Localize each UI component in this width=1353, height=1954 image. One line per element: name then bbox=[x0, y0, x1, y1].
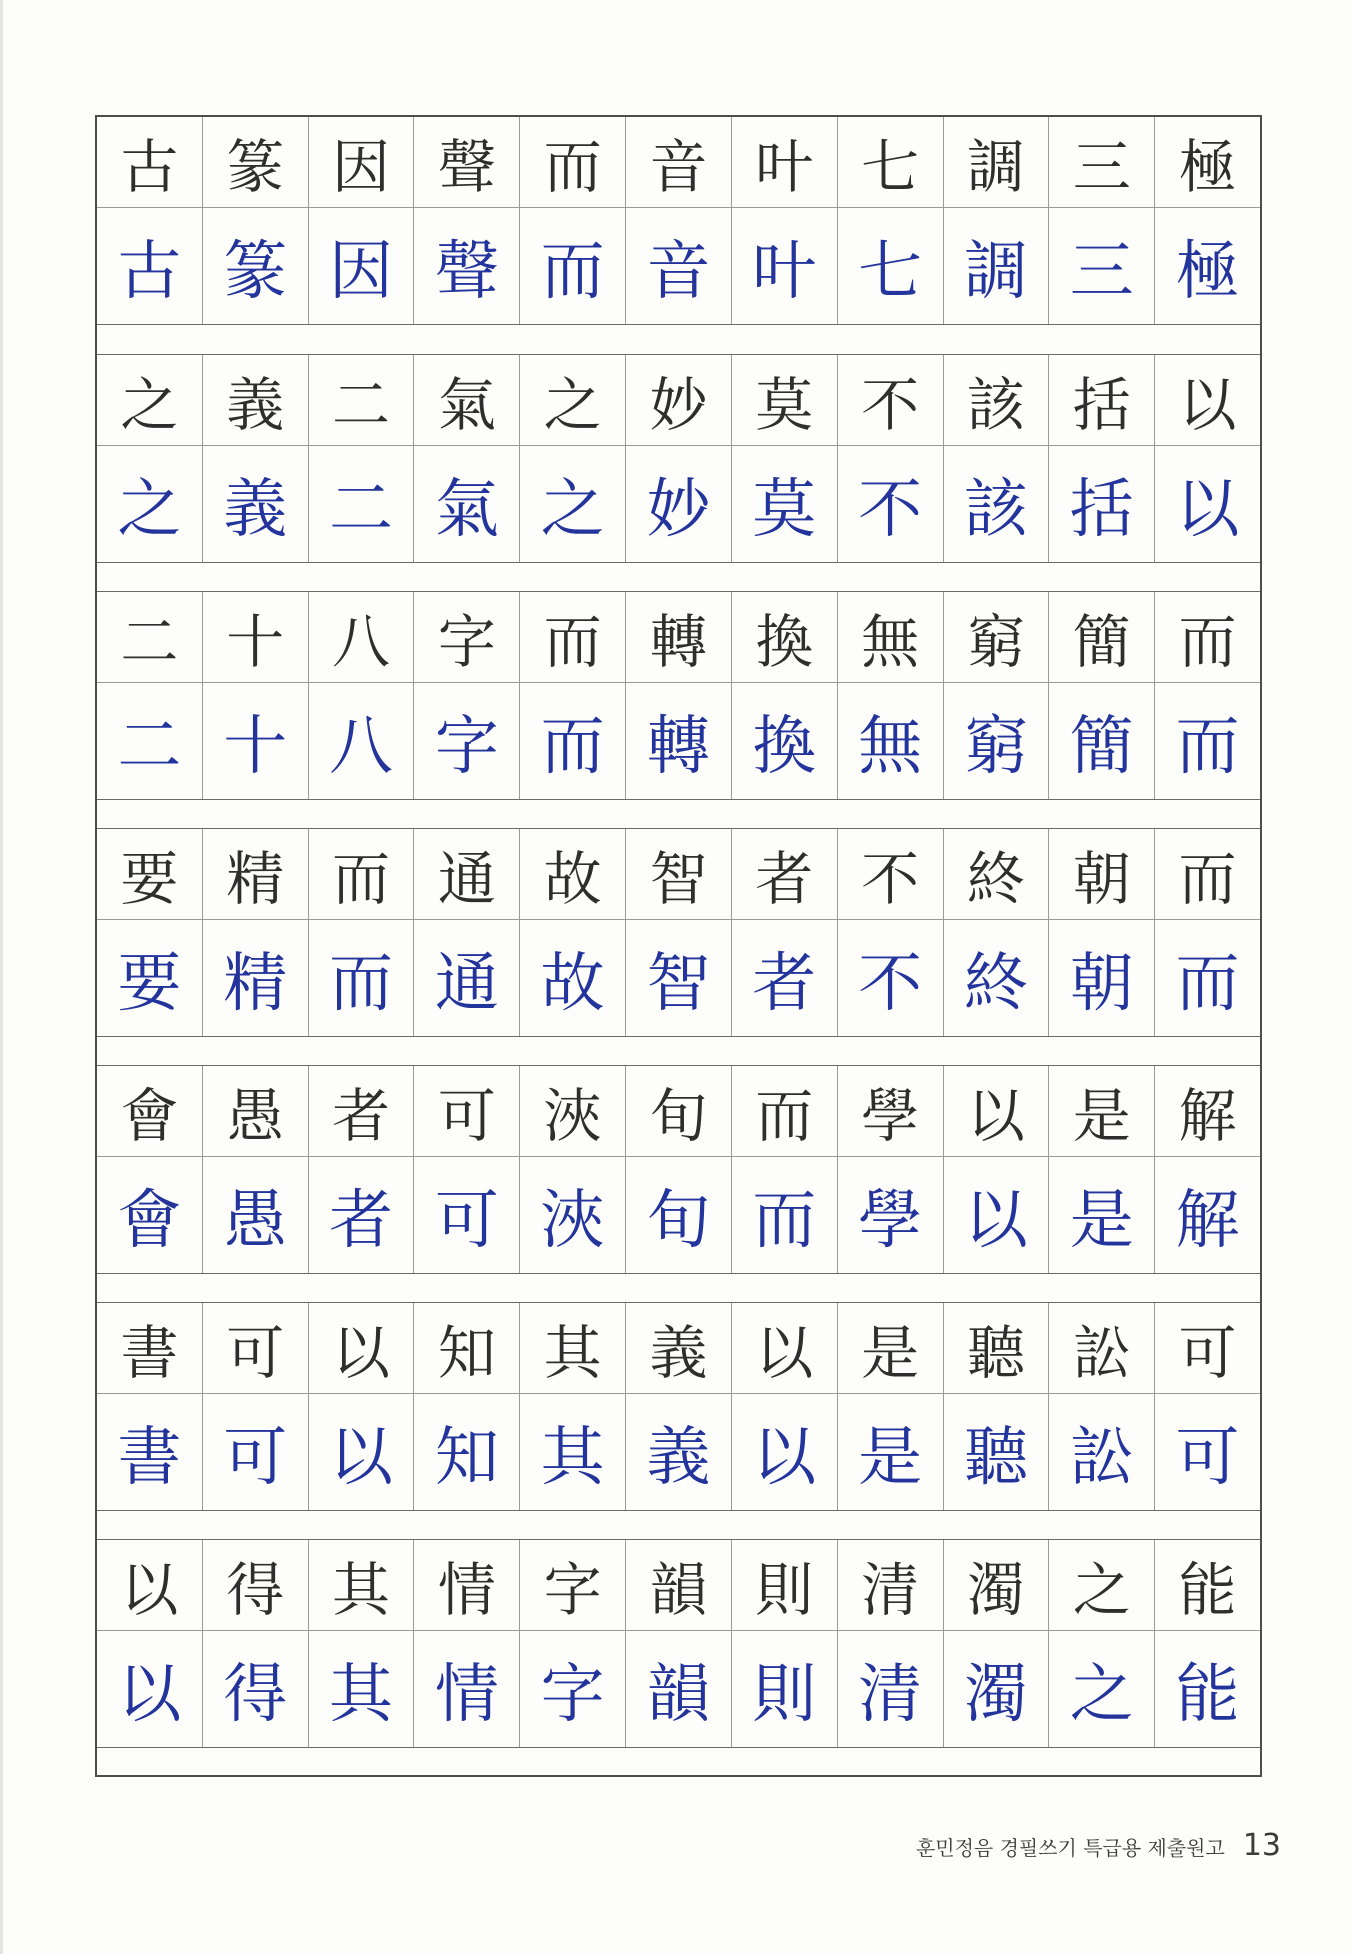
practice-block bbox=[97, 1539, 1260, 1776]
printed-character: 浹 bbox=[519, 1066, 625, 1156]
handwritten-character: 聲 bbox=[413, 207, 519, 324]
printed-character: 濁 bbox=[943, 1540, 1049, 1630]
handwritten-character: 妙 bbox=[625, 445, 731, 562]
printed-character: 知 bbox=[413, 1303, 519, 1393]
handwritten-character: 簡 bbox=[1048, 682, 1154, 799]
handwritten-character: 是 bbox=[1048, 1156, 1154, 1273]
handwritten-character: 書 bbox=[117, 1420, 182, 1495]
printed-character: 音 bbox=[625, 117, 731, 207]
printed-row bbox=[97, 592, 1260, 683]
printed-character: 以 bbox=[943, 1066, 1049, 1156]
printed-character: 古 bbox=[120, 133, 179, 201]
printed-character: 清 bbox=[837, 1540, 943, 1630]
handwritten-character: 精 bbox=[202, 919, 308, 1036]
handwritten-character: 而 bbox=[519, 207, 625, 324]
handwritten-character: 三 bbox=[1048, 207, 1154, 324]
printed-character: 二 bbox=[120, 608, 179, 676]
practice-block bbox=[97, 1302, 1260, 1539]
printed-character: 解 bbox=[1154, 1066, 1260, 1156]
printed-row bbox=[97, 829, 1260, 920]
handwritten-character: 其 bbox=[519, 1393, 625, 1510]
printed-character: 極 bbox=[1154, 117, 1260, 207]
printed-character: 者 bbox=[308, 1066, 414, 1156]
printed-character: 而 bbox=[519, 117, 625, 207]
handwritten-character: 換 bbox=[731, 682, 837, 799]
handwritten-character: 故 bbox=[519, 919, 625, 1036]
printed-character: 氣 bbox=[413, 355, 519, 445]
printed-character: 不 bbox=[837, 829, 943, 919]
printed-character: 以 bbox=[731, 1303, 837, 1393]
printed-character: 得 bbox=[202, 1540, 308, 1630]
handwritten-character: 清 bbox=[837, 1630, 943, 1747]
printed-character: 可 bbox=[413, 1066, 519, 1156]
handwritten-character: 義 bbox=[625, 1393, 731, 1510]
handwritten-character: 朝 bbox=[1048, 919, 1154, 1036]
printed-character: 會 bbox=[120, 1082, 179, 1150]
printed-character: 轉 bbox=[625, 592, 731, 682]
printed-character: 八 bbox=[308, 592, 414, 682]
handwritten-character: 調 bbox=[943, 207, 1049, 324]
handwritten-character: 智 bbox=[625, 919, 731, 1036]
handwritten-character: 二 bbox=[117, 709, 182, 784]
handwritten-character: 而 bbox=[1154, 919, 1260, 1036]
printed-row bbox=[97, 1540, 1260, 1631]
practice-block bbox=[97, 828, 1260, 1065]
handwritten-character: 之 bbox=[519, 445, 625, 562]
printed-character: 括 bbox=[1048, 355, 1154, 445]
handwritten-character: 古 bbox=[117, 234, 182, 309]
handwritten-character: 解 bbox=[1154, 1156, 1260, 1273]
page-footer bbox=[916, 1828, 1281, 1863]
handwritten-character: 要 bbox=[117, 946, 182, 1021]
printed-character: 以 bbox=[308, 1303, 414, 1393]
handwritten-character: 不 bbox=[837, 919, 943, 1036]
printed-row bbox=[97, 1066, 1260, 1157]
handwritten-character: 通 bbox=[413, 919, 519, 1036]
printed-character: 則 bbox=[731, 1540, 837, 1630]
printed-character: 莫 bbox=[731, 355, 837, 445]
handwritten-character: 可 bbox=[202, 1393, 308, 1510]
printed-character: 義 bbox=[202, 355, 308, 445]
printed-character: 因 bbox=[308, 117, 414, 207]
footer-title: 훈민정음 경필쓰기 특급용 제출원고 bbox=[915, 1836, 1225, 1860]
handwritten-character: 是 bbox=[837, 1393, 943, 1510]
printed-character: 能 bbox=[1154, 1540, 1260, 1630]
handwritten-character: 七 bbox=[837, 207, 943, 324]
printed-row bbox=[97, 117, 1260, 208]
handwritten-character: 義 bbox=[202, 445, 308, 562]
printed-character: 是 bbox=[837, 1303, 943, 1393]
handwritten-character: 能 bbox=[1154, 1630, 1260, 1747]
handwritten-character: 而 bbox=[519, 682, 625, 799]
handwritten-character: 者 bbox=[308, 1156, 414, 1273]
practice-block bbox=[97, 354, 1260, 591]
printed-character: 以 bbox=[120, 1556, 179, 1624]
printed-character: 智 bbox=[625, 829, 731, 919]
handwritten-character: 終 bbox=[943, 919, 1049, 1036]
printed-character: 篆 bbox=[202, 117, 308, 207]
handwritten-character: 以 bbox=[731, 1393, 837, 1510]
handwritten-row bbox=[97, 445, 1260, 563]
printed-character: 情 bbox=[413, 1540, 519, 1630]
printed-character: 三 bbox=[1048, 117, 1154, 207]
page-edge bbox=[0, 0, 3, 1954]
printed-character: 故 bbox=[519, 829, 625, 919]
printed-character: 可 bbox=[1154, 1303, 1260, 1393]
handwritten-character: 旬 bbox=[625, 1156, 731, 1273]
handwritten-character: 以 bbox=[117, 1657, 182, 1732]
handwritten-character: 轉 bbox=[625, 682, 731, 799]
printed-character: 朝 bbox=[1048, 829, 1154, 919]
handwritten-character: 二 bbox=[308, 445, 414, 562]
handwritten-character: 該 bbox=[943, 445, 1049, 562]
printed-character: 而 bbox=[519, 592, 625, 682]
printed-character: 而 bbox=[308, 829, 414, 919]
printed-character: 之 bbox=[519, 355, 625, 445]
handwritten-character: 知 bbox=[413, 1393, 519, 1510]
printed-character: 義 bbox=[625, 1303, 731, 1393]
printed-character: 學 bbox=[837, 1066, 943, 1156]
handwritten-character: 字 bbox=[519, 1630, 625, 1747]
handwritten-character: 音 bbox=[625, 207, 731, 324]
handwritten-row bbox=[97, 1156, 1260, 1274]
printed-character: 十 bbox=[202, 592, 308, 682]
handwritten-character: 十 bbox=[202, 682, 308, 799]
handwritten-character: 無 bbox=[837, 682, 943, 799]
printed-character: 不 bbox=[837, 355, 943, 445]
handwritten-character: 情 bbox=[413, 1630, 519, 1747]
printed-character: 簡 bbox=[1048, 592, 1154, 682]
printed-row bbox=[97, 1303, 1260, 1394]
handwritten-character: 而 bbox=[731, 1156, 837, 1273]
handwritten-character: 不 bbox=[837, 445, 943, 562]
handwritten-character: 浹 bbox=[519, 1156, 625, 1273]
handwritten-row bbox=[97, 919, 1260, 1037]
handwritten-character: 括 bbox=[1048, 445, 1154, 562]
practice-block bbox=[97, 591, 1260, 828]
printed-character: 而 bbox=[1154, 592, 1260, 682]
practice-block bbox=[97, 117, 1260, 354]
handwritten-character: 者 bbox=[731, 919, 837, 1036]
handwritten-character: 篆 bbox=[202, 207, 308, 324]
printed-character: 聲 bbox=[413, 117, 519, 207]
printed-character: 而 bbox=[731, 1066, 837, 1156]
handwritten-character: 以 bbox=[1154, 445, 1260, 562]
printed-character: 終 bbox=[943, 829, 1049, 919]
printed-character: 而 bbox=[1154, 829, 1260, 919]
handwritten-character: 學 bbox=[837, 1156, 943, 1273]
handwritten-character: 之 bbox=[117, 472, 182, 547]
printed-character: 無 bbox=[837, 592, 943, 682]
handwritten-row bbox=[97, 207, 1260, 325]
printed-character: 書 bbox=[120, 1319, 179, 1387]
handwritten-character: 字 bbox=[413, 682, 519, 799]
handwritten-character: 以 bbox=[308, 1393, 414, 1510]
handwritten-character: 韻 bbox=[625, 1630, 731, 1747]
handwritten-character: 窮 bbox=[943, 682, 1049, 799]
handwritten-character: 聽 bbox=[943, 1393, 1049, 1510]
printed-character: 其 bbox=[519, 1303, 625, 1393]
handwritten-character: 而 bbox=[308, 919, 414, 1036]
handwritten-character: 而 bbox=[1154, 682, 1260, 799]
printed-character: 者 bbox=[731, 829, 837, 919]
manuscript-grid bbox=[95, 115, 1262, 1777]
printed-character: 字 bbox=[519, 1540, 625, 1630]
printed-character: 其 bbox=[308, 1540, 414, 1630]
handwritten-character: 會 bbox=[117, 1183, 182, 1258]
printed-character: 精 bbox=[202, 829, 308, 919]
handwritten-character: 因 bbox=[308, 207, 414, 324]
printed-character: 之 bbox=[1048, 1540, 1154, 1630]
handwritten-character: 叶 bbox=[731, 207, 837, 324]
page-number: 13 bbox=[1242, 1828, 1281, 1863]
handwritten-character: 以 bbox=[943, 1156, 1049, 1273]
handwritten-row bbox=[97, 1393, 1260, 1511]
printed-character: 窮 bbox=[943, 592, 1049, 682]
handwritten-character: 其 bbox=[308, 1630, 414, 1747]
handwritten-character: 氣 bbox=[413, 445, 519, 562]
printed-character: 二 bbox=[308, 355, 414, 445]
printed-character: 字 bbox=[413, 592, 519, 682]
handwritten-row bbox=[97, 682, 1260, 800]
printed-character: 換 bbox=[731, 592, 837, 682]
handwritten-character: 極 bbox=[1154, 207, 1260, 324]
handwritten-character: 訟 bbox=[1048, 1393, 1154, 1510]
handwritten-row bbox=[97, 1630, 1260, 1748]
printed-character: 聽 bbox=[943, 1303, 1049, 1393]
printed-character: 訟 bbox=[1048, 1303, 1154, 1393]
handwritten-character: 愚 bbox=[202, 1156, 308, 1273]
printed-row bbox=[97, 355, 1260, 446]
printed-character: 調 bbox=[943, 117, 1049, 207]
printed-character: 該 bbox=[943, 355, 1049, 445]
printed-character: 妙 bbox=[625, 355, 731, 445]
handwritten-character: 得 bbox=[202, 1630, 308, 1747]
practice-block bbox=[97, 1065, 1260, 1302]
handwritten-character: 濁 bbox=[943, 1630, 1049, 1747]
printed-character: 愚 bbox=[202, 1066, 308, 1156]
printed-character: 叶 bbox=[731, 117, 837, 207]
handwritten-character: 之 bbox=[1048, 1630, 1154, 1747]
handwritten-character: 可 bbox=[413, 1156, 519, 1273]
printed-character: 要 bbox=[120, 845, 179, 913]
printed-character: 以 bbox=[1154, 355, 1260, 445]
printed-character: 旬 bbox=[625, 1066, 731, 1156]
handwritten-character: 可 bbox=[1154, 1393, 1260, 1510]
printed-character: 七 bbox=[837, 117, 943, 207]
printed-character: 通 bbox=[413, 829, 519, 919]
handwritten-character: 莫 bbox=[731, 445, 837, 562]
handwritten-character: 則 bbox=[731, 1630, 837, 1747]
printed-character: 之 bbox=[120, 371, 179, 439]
printed-character: 韻 bbox=[625, 1540, 731, 1630]
printed-character: 可 bbox=[202, 1303, 308, 1393]
handwritten-character: 八 bbox=[308, 682, 414, 799]
printed-character: 是 bbox=[1048, 1066, 1154, 1156]
